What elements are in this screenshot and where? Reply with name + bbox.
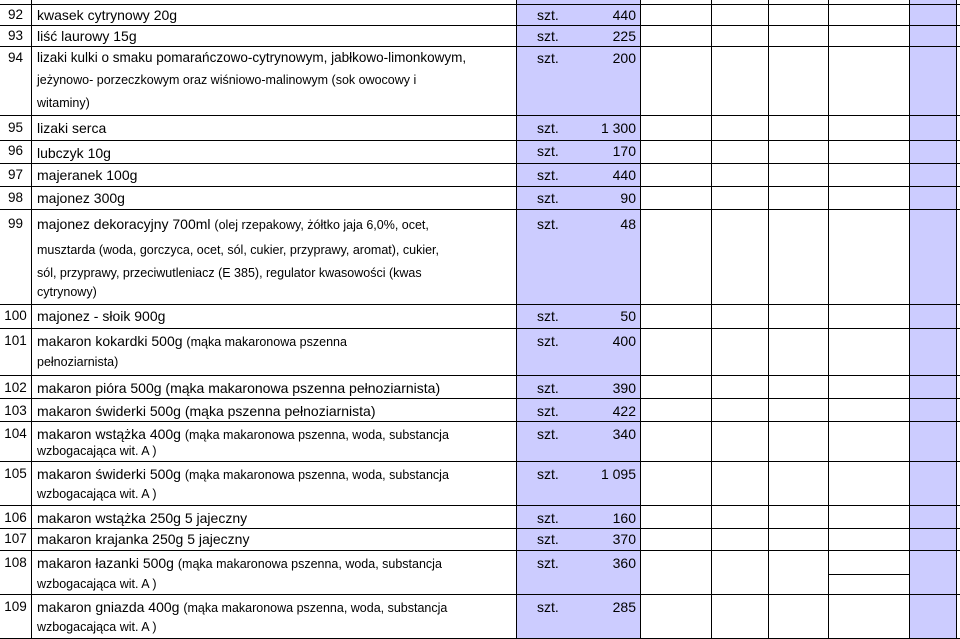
unit-cell: szt. bbox=[537, 531, 559, 547]
product-name: makaron krajanka 250g 5 jajeczny bbox=[37, 531, 250, 547]
unit-cell: szt. bbox=[537, 466, 559, 482]
unit-cell: szt. bbox=[537, 403, 559, 419]
unit-cell: szt. bbox=[537, 216, 559, 232]
unit-cell: szt. bbox=[537, 333, 559, 349]
row-number: 96 bbox=[7, 143, 24, 158]
grid-hline bbox=[0, 115, 960, 116]
product-description: (mąka makaronowa pszenna, woda, substancja bbox=[177, 557, 442, 571]
product-name: majonez - słoik 900g bbox=[37, 308, 166, 324]
grid-vline bbox=[516, 0, 517, 639]
unit-cell: szt. bbox=[537, 426, 559, 442]
row-number: 101 bbox=[4, 333, 27, 348]
row-number: 92 bbox=[7, 7, 24, 22]
product-name: majeranek 100g bbox=[37, 167, 138, 183]
product-description: cytrynowy) bbox=[37, 285, 97, 299]
product-name: makaron świderki 500g (mąka pszenna pełnoziarnista) bbox=[37, 403, 376, 419]
row-number: 95 bbox=[7, 120, 24, 135]
product-name bbox=[37, 333, 347, 349]
quantity-cell: 160 bbox=[612, 510, 636, 526]
unit-cell: szt. bbox=[537, 7, 559, 23]
grid-hline bbox=[0, 550, 960, 551]
product-title: makaron łazanki 500g bbox=[37, 555, 174, 571]
grid-hline bbox=[0, 140, 960, 141]
unit-cell: szt. bbox=[537, 143, 559, 159]
row-number: 105 bbox=[4, 466, 27, 481]
unit-cell: szt. bbox=[537, 120, 559, 136]
grid-hline bbox=[0, 505, 960, 506]
quantity-cell: 90 bbox=[620, 190, 636, 206]
product-description: (mąka makaronowa pszenna bbox=[186, 335, 347, 349]
grid-vline bbox=[909, 0, 910, 639]
row-number: 109 bbox=[4, 599, 27, 614]
product-description: pełnoziarnista) bbox=[37, 355, 119, 369]
grid-hline bbox=[0, 594, 960, 595]
grid-hline bbox=[0, 25, 960, 26]
product-description: (mąka makaronowa pszenna, woda, substancja bbox=[183, 601, 448, 615]
product-title: makaron kokardki 500g bbox=[37, 333, 183, 349]
product-description: wzbogacająca wit. A ) bbox=[37, 487, 157, 501]
product-description: wzbogacająca wit. A ) bbox=[37, 577, 157, 591]
grid-hline bbox=[0, 163, 960, 164]
row-number: 93 bbox=[7, 28, 24, 43]
grid-vline bbox=[828, 0, 829, 639]
quantity-cell: 440 bbox=[612, 7, 636, 23]
quantity-cell: 370 bbox=[612, 531, 636, 547]
row-number: 102 bbox=[4, 380, 27, 395]
grid-hline bbox=[0, 375, 960, 376]
product-description: sól, przyprawy, przeciwutleniacz (E 385), regulator kwasowości (kwas bbox=[37, 266, 422, 280]
product-description: (mąka makaronowa pszenna, woda, substancja bbox=[184, 428, 449, 442]
row-number: 98 bbox=[7, 190, 24, 205]
grid-hline bbox=[0, 186, 960, 187]
quantity-cell: 390 bbox=[612, 380, 636, 396]
product-title: majonez dekoracyjny 700ml bbox=[37, 216, 211, 232]
row-number: 104 bbox=[4, 426, 27, 441]
row-number: 97 bbox=[7, 167, 24, 182]
product-name: kwasek cytrynowy 20g bbox=[37, 7, 178, 23]
product-name bbox=[37, 555, 442, 571]
product-description: witaminy) bbox=[37, 96, 90, 110]
row-number: 106 bbox=[4, 510, 27, 525]
quantity-cell: 225 bbox=[612, 28, 636, 44]
quantity-cell: 440 bbox=[612, 167, 636, 183]
quantity-cell: 48 bbox=[620, 216, 636, 232]
product-description: wzbogacająca wit. A ) bbox=[37, 444, 157, 458]
quantity-cell: 340 bbox=[612, 426, 636, 442]
quantity-cell: 360 bbox=[612, 555, 636, 571]
grid-vline bbox=[956, 0, 957, 639]
product-name: majonez 300g bbox=[37, 190, 125, 206]
unit-cell: szt. bbox=[537, 190, 559, 206]
row-number: 108 bbox=[4, 555, 27, 570]
unit-cell: szt. bbox=[537, 555, 559, 571]
grid-hline bbox=[0, 46, 960, 47]
grid-hline bbox=[0, 398, 960, 399]
grid-hline bbox=[0, 328, 960, 329]
unit-cell: szt. bbox=[537, 28, 559, 44]
product-name bbox=[37, 216, 429, 232]
grid-hline bbox=[0, 304, 960, 305]
unit-cell: szt. bbox=[537, 308, 559, 324]
grid-hline bbox=[0, 421, 960, 422]
product-name bbox=[37, 466, 449, 482]
product-description: wzbogacająca wit. A ) bbox=[37, 620, 157, 634]
unit-cell: szt. bbox=[537, 50, 559, 66]
grid-vline bbox=[640, 0, 641, 639]
row-number: 94 bbox=[7, 50, 24, 65]
product-name: makaron pióra 500g (mąka makaronowa pszenna pełnoziarnista) bbox=[37, 380, 441, 396]
product-name: lubczyk 10g bbox=[37, 145, 111, 161]
unit-cell: szt. bbox=[537, 599, 559, 615]
product-description: (olej rzepakowy, żółtko jaja 6,0%, ocet, bbox=[214, 218, 429, 232]
extra-column-fill bbox=[909, 0, 956, 639]
grid-vline bbox=[711, 0, 712, 639]
quantity-cell: 170 bbox=[612, 143, 636, 159]
product-description: jeżynowo- porzeczkowym oraz wiśniowo-malinowym (sok owocowy i bbox=[37, 73, 417, 87]
quantity-cell: 50 bbox=[620, 308, 636, 324]
grid-hline bbox=[0, 209, 960, 210]
product-name bbox=[37, 426, 449, 442]
quantity-cell: 400 bbox=[612, 333, 636, 349]
row-number: 103 bbox=[4, 403, 27, 418]
row-number: 107 bbox=[4, 531, 27, 546]
row-number: 100 bbox=[4, 308, 27, 323]
product-name: lizaki kulki o smaku pomarańczowo-cytrynowym, jabłkowo-limonkowym, bbox=[37, 50, 467, 65]
grid-hline bbox=[0, 4, 960, 5]
grid-hline bbox=[0, 461, 960, 462]
quantity-cell: 1 300 bbox=[600, 120, 636, 136]
product-name: makaron wstążka 250g 5 jajeczny bbox=[37, 510, 248, 526]
product-title: makaron świderki 500g bbox=[37, 466, 181, 482]
unit-cell: szt. bbox=[537, 380, 559, 396]
quantity-cell: 422 bbox=[612, 403, 636, 419]
product-name: lizaki serca bbox=[37, 120, 107, 136]
quantity-cell: 200 bbox=[612, 50, 636, 66]
grid-vline bbox=[768, 0, 769, 639]
product-name: liść laurowy 15g bbox=[37, 28, 137, 44]
product-description: musztarda (woda, gorczyca, ocet, sól, cukier, przyprawy, aromat), cukier, bbox=[37, 243, 439, 257]
grid-vline bbox=[31, 0, 32, 639]
unit-cell: szt. bbox=[537, 167, 559, 183]
cell-border-fragment bbox=[828, 574, 909, 575]
product-title: makaron gniazda 400g bbox=[37, 599, 180, 615]
unit-cell: szt. bbox=[537, 510, 559, 526]
product-title: makaron wstążka 400g bbox=[37, 426, 181, 442]
row-number: 99 bbox=[7, 216, 24, 231]
grid-hline bbox=[0, 528, 960, 529]
product-name bbox=[37, 599, 447, 615]
quantity-cell: 285 bbox=[612, 599, 636, 615]
quantity-cell: 1 095 bbox=[600, 466, 636, 482]
product-description: (mąka makaronowa pszenna, woda, substancja bbox=[184, 468, 449, 482]
